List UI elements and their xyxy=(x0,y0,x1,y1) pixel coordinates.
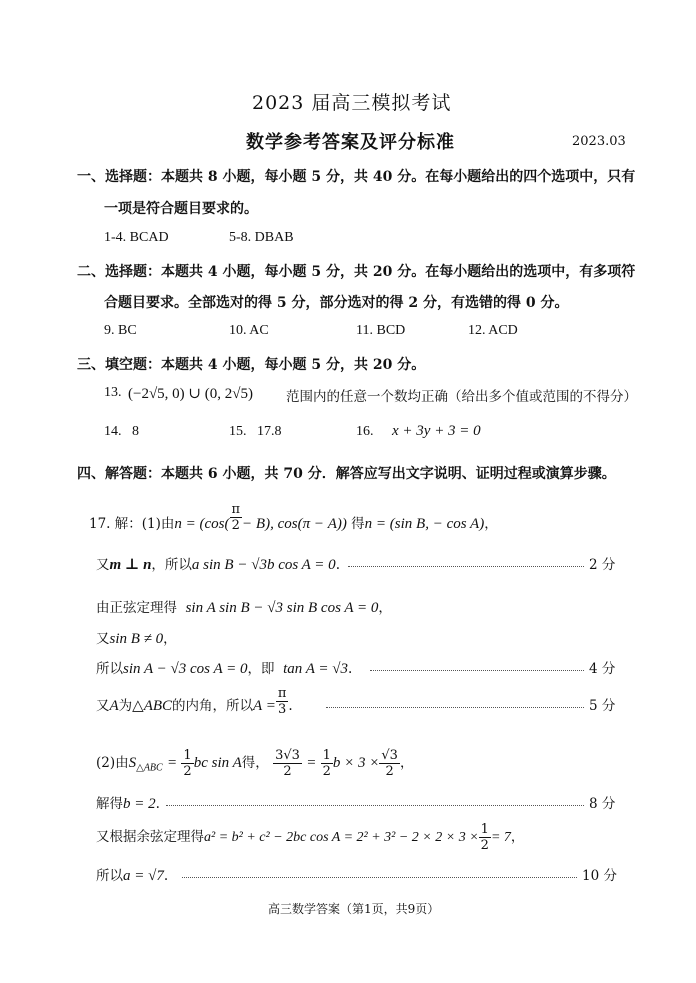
score-2: 2 分 xyxy=(589,557,616,573)
q17-l2-math-b: a sin B − √3b cos A = 0 xyxy=(191,557,336,573)
q17-line5: 所以sin A − √3 cos A = 0，即 tan A = √3. xyxy=(96,661,353,677)
q17-line3 xyxy=(96,596,392,617)
page-footer: 高三数学答案（第1页，共9页） xyxy=(268,902,440,916)
q17-l6-frac xyxy=(276,686,289,717)
q17-l5-math-a: sin A − √3 cos A = 0 xyxy=(123,661,248,677)
q17-l8-math: b = 2 xyxy=(123,796,156,812)
q17-l1-frac xyxy=(230,502,243,533)
q17-l6-mid2: 的内角，所以 xyxy=(172,698,254,714)
q17-l4-end: ， xyxy=(163,631,177,647)
answer-5-8: 5-8. DBAB xyxy=(229,230,294,245)
q16-label: 16. xyxy=(356,424,374,439)
q17-l1-mid: 得 xyxy=(351,516,365,532)
q17-line7 xyxy=(96,748,413,779)
dotted-leader xyxy=(370,670,584,671)
q17-line10: 所以a = √7. xyxy=(96,868,169,884)
score-5: 5 分 xyxy=(589,698,616,714)
q17-line8: 解得b = 2. xyxy=(96,796,160,812)
exam-title: 2023 届高三模拟考试 xyxy=(252,92,452,114)
q17-l5-mid: ，即 xyxy=(247,661,275,677)
q17-l7-math-c: b × 3 × xyxy=(332,755,380,771)
q17-line4 xyxy=(96,627,177,648)
q17-l6-math-b: △ABC xyxy=(132,698,173,714)
q13-text: 范围内的任意一个数均正确（给出多个值或范围的不得分） xyxy=(286,389,637,405)
q13-label: 13. xyxy=(104,385,122,400)
score-10: 10 分 xyxy=(582,868,617,884)
q17-l7-sub: △ABC xyxy=(136,762,163,774)
q17-l7-pre: (2)由 xyxy=(96,755,129,771)
dotted-leader xyxy=(348,566,584,567)
q17-l7-frac3 xyxy=(379,748,400,779)
q17-l1-math-b: − B), cos(π − A)) xyxy=(242,516,347,532)
page-subtitle: 数学参考答案及评分标准 xyxy=(246,132,455,153)
frac-denominator: 2 xyxy=(231,518,240,533)
section-4-heading: 四、解答题：本题共 6 小题，共 70 分．解答应写出文字说明、证明过程或演算步骤。 xyxy=(77,466,616,482)
answer-1-4: 1-4. BCAD xyxy=(104,230,169,245)
q17-l1-math-a: n = (cos( xyxy=(174,516,230,532)
q17-l3-pre: 由正弦定理得 xyxy=(96,600,177,616)
section-1-heading-cont: 一项是符合题目要求的。 xyxy=(104,201,258,217)
section-2-heading-cont: 合题目要求。全部选对的得 5 分，部分选对的得 2 分，有选错的得 0 分。 xyxy=(104,295,569,311)
q17-l5-math-b: tan A = √3 xyxy=(283,661,348,677)
frac-numerator: 1 xyxy=(322,748,331,763)
q17-l10-pre: 所以 xyxy=(96,868,123,884)
frac-denominator: 2 xyxy=(283,764,292,779)
q17-l5-pre: 所以 xyxy=(96,661,123,677)
q17-l7-eq2: = xyxy=(306,755,317,771)
q14-answer: 14. 8 xyxy=(104,424,139,439)
frac-numerator: 3√3 xyxy=(275,748,300,763)
q17-l6-pre: 又 xyxy=(96,698,110,714)
dotted-leader xyxy=(182,877,577,878)
section-3-heading: 三、填空题：本题共 4 小题，每小题 5 分，共 20 分。 xyxy=(77,357,426,373)
frac-denominator: 2 xyxy=(385,764,394,779)
q17-l9-pre: 又根据余弦定理得 xyxy=(96,829,204,845)
q17-line1 xyxy=(89,502,498,533)
frac-numerator: 1 xyxy=(480,822,489,837)
date-label: 2023.03 xyxy=(572,134,626,149)
q17-l9-math: a² = b² + c² − 2bc cos A = 2² + 3² − 2 × 2 × 3 × xyxy=(204,830,479,845)
q16-math: x + 3y + 3 = 0 xyxy=(392,423,481,439)
frac-denominator: 2 xyxy=(183,764,192,779)
q17-l9-end: ， xyxy=(510,829,525,845)
q17-l6-mid: 为 xyxy=(118,698,133,714)
q17-l7-math-a: S xyxy=(128,755,137,771)
q15-answer: 15. 17.8 xyxy=(229,424,282,439)
q17-l9-frac xyxy=(479,822,491,853)
q17-l1-pre: 17. 解：(1)由 xyxy=(89,516,175,532)
q17-l7-math-b: bc sin A xyxy=(193,755,242,771)
q17-l4-math: sin B ≠ 0 xyxy=(109,631,164,647)
q17-l6-math-a: A xyxy=(109,698,119,714)
section-1-heading: 一、选择题：本题共 8 小题，每小题 5 分，共 40 分。在每小题给出的四个选项中，只有 xyxy=(77,169,636,185)
answer-12: 12. ACD xyxy=(468,323,518,338)
q17-l9-tail: = 7 xyxy=(490,830,511,845)
q17-l2-pre: 又 xyxy=(96,557,110,573)
frac-numerator: 1 xyxy=(183,748,192,763)
frac-denominator: 2 xyxy=(480,838,489,853)
score-8: 8 分 xyxy=(589,796,616,812)
frac-numerator: π xyxy=(231,502,241,517)
q17-l7-eq: = xyxy=(167,755,178,771)
q17-l6-math-c: A = xyxy=(253,698,276,714)
q17-line9 xyxy=(96,822,524,853)
answer-9: 9. BC xyxy=(104,323,137,338)
q17-l1-end: ， xyxy=(484,516,498,532)
q17-l8-pre: 解得 xyxy=(96,796,123,812)
q17-line2: 又m ⊥ n，所以a sin B − √3b cos A = 0. xyxy=(96,557,340,573)
answer-10: 10. AC xyxy=(229,323,269,338)
frac-numerator: π xyxy=(277,686,287,701)
q17-l7-half xyxy=(181,748,193,779)
dotted-leader xyxy=(326,707,584,708)
q17-l3-end: ， xyxy=(378,600,392,616)
dotted-leader xyxy=(166,805,584,806)
q17-l10-math: a = √7 xyxy=(123,868,164,884)
frac-denominator: 2 xyxy=(322,764,331,779)
section-2-heading: 二、选择题：本题共 4 小题，每小题 5 分，共 20 分。在每小题给出的选项中，有多项符 xyxy=(77,264,636,280)
score-4: 4 分 xyxy=(589,661,616,677)
q17-l3-math: sin A sin B − √3 sin B cos A = 0 xyxy=(185,600,379,616)
q13-math: (−2√5, 0) ∪ (0, 2√5) xyxy=(128,386,253,402)
q17-l1-math-c: n = (sin B, − cos A) xyxy=(364,516,485,532)
q17-l2-mid: ，所以 xyxy=(151,557,192,573)
q17-l7-frac1 xyxy=(273,748,302,779)
q17-l4-pre: 又 xyxy=(96,631,110,647)
q17-line6: 又A为△ABC的内角，所以A = $\frac{\pi}{3}$ . xyxy=(96,686,293,717)
q17-l7-frac2 xyxy=(321,748,333,779)
q17-l7-end: ， xyxy=(399,755,414,771)
q17-l7-mid: 得， xyxy=(241,755,269,771)
answer-11: 11. BCD xyxy=(356,323,406,338)
q17-l2-math-a: m ⊥ n xyxy=(109,557,152,573)
frac-numerator: √3 xyxy=(381,748,398,763)
frac-denominator: 3 xyxy=(277,702,287,717)
